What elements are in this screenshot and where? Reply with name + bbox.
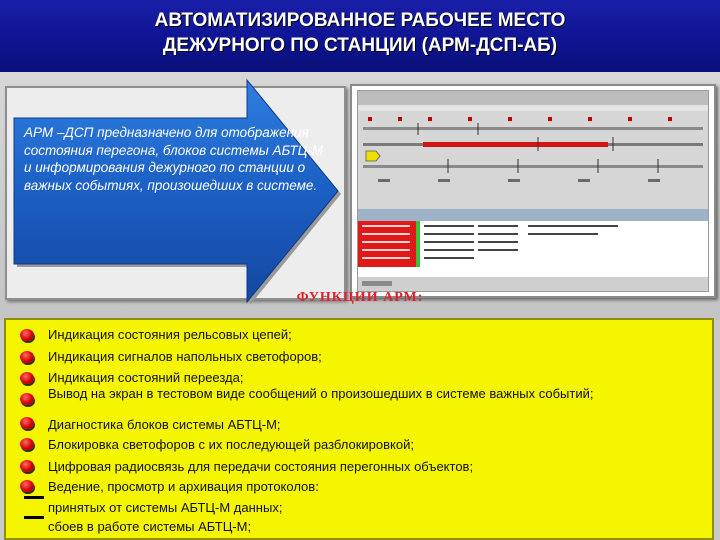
description-text: АРМ –ДСП предназначено для отображения состояния перегона, блоков системы АБТЦ-М и информирования дежурного по станции о важных событиях, произошедших в системе. — [24, 125, 324, 193]
list-item: Вывод на экран в тестовом виде сообщений о произошедших в системе важных событий; — [48, 386, 594, 401]
functions-list — [4, 318, 714, 540]
arm-screenshot-frame — [350, 84, 716, 298]
bullet-icon — [20, 480, 34, 492]
list-item: Индикация сигналов напольных светофоров; — [48, 349, 322, 364]
middle-section — [0, 72, 720, 320]
bullet-icon — [20, 329, 34, 341]
arm-screenshot — [357, 90, 709, 292]
list-item: Индикация состояния рельсовых цепей; — [48, 327, 292, 342]
list-item: Диагностика блоков системы АБТЦ-М; — [48, 417, 281, 432]
list-item: Индикация состояний переезда; — [48, 370, 244, 385]
bullet-icon — [20, 351, 34, 363]
sub-list-item: сбоев в работе системы АБТЦ-М; — [48, 519, 252, 534]
bullet-icon — [20, 372, 34, 384]
title-line-2: ДЕЖУРНОГО ПО СТАНЦИИ (АРМ-ДСП-АБ) — [162, 35, 558, 56]
dash-icon — [24, 496, 44, 499]
functions-title: ФУНКЦИИ АРМ: — [296, 290, 424, 305]
bullet-icon — [20, 393, 34, 405]
title-line-1: АВТОМАТИЗИРОВАННОЕ РАБОЧЕЕ МЕСТО — [154, 10, 566, 31]
list-item: Цифровая радиосвязь для передачи состояния перегонных объектов; — [48, 459, 474, 474]
arm-screen-graphic — [358, 91, 708, 291]
bullet-icon — [20, 417, 34, 429]
header-banner — [0, 0, 720, 72]
sub-list-item: принятых от системы АБТЦ-М данных; — [48, 500, 283, 515]
bullet-icon — [20, 460, 34, 472]
page-title — [0, 8, 720, 58]
bullet-icon — [20, 438, 34, 450]
list-item: Ведение, просмотр и архивация протоколов: — [48, 479, 319, 494]
dash-icon — [24, 516, 44, 519]
list-item: Блокировка светофоров с их последующей разблокировкой; — [48, 437, 414, 452]
